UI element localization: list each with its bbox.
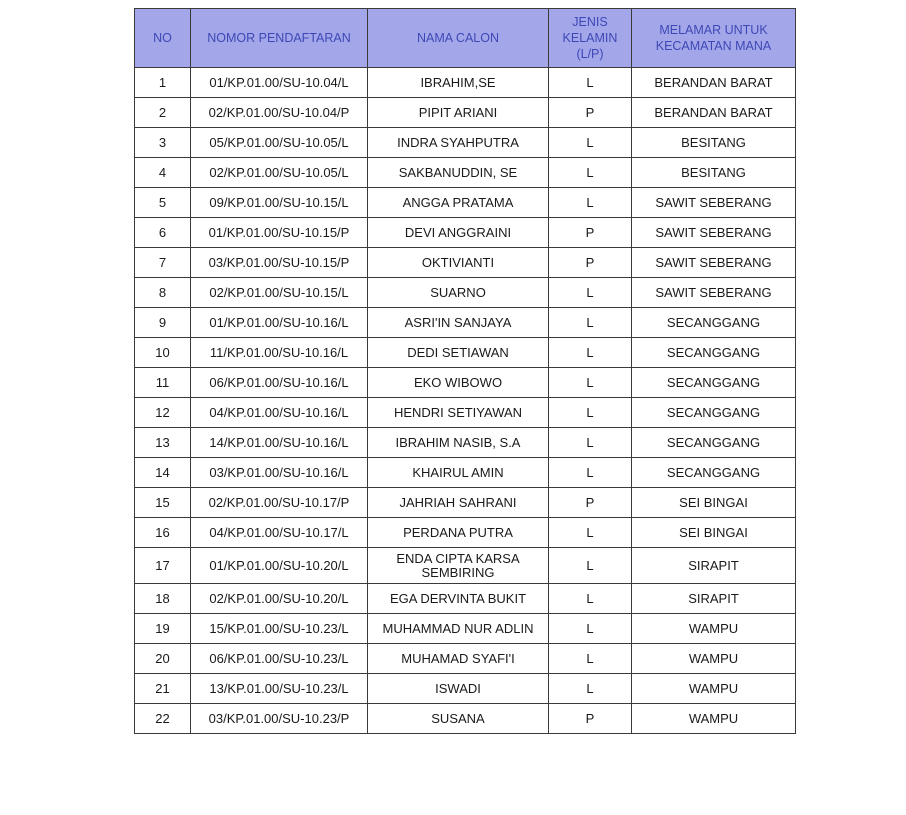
cell-district: SECANGGANG [632,338,796,368]
cell-no: 8 [135,278,191,308]
table-row [135,398,796,428]
header-registration-number: NOMOR PENDAFTARAN [191,9,368,68]
cell-registration-number: 04/KP.01.00/SU-10.16/L [191,398,368,428]
cell-no: 20 [135,644,191,674]
cell-registration-number: 09/KP.01.00/SU-10.15/L [191,188,368,218]
cell-gender: L [549,518,632,548]
cell-registration-number: 13/KP.01.00/SU-10.23/L [191,674,368,704]
cell-gender: P [549,704,632,734]
cell-candidate-name: IBRAHIM,SE [368,68,549,98]
cell-candidate-name: ASRI'IN SANJAYA [368,308,549,338]
cell-gender: L [549,128,632,158]
cell-no: 12 [135,398,191,428]
cell-candidate-name: ANGGA PRATAMA [368,188,549,218]
cell-no: 21 [135,674,191,704]
cell-gender: L [549,398,632,428]
cell-gender: L [549,368,632,398]
cell-no: 11 [135,368,191,398]
cell-candidate-name: JAHRIAH SAHRANI [368,488,549,518]
cell-gender: L [549,458,632,488]
cell-registration-number: 01/KP.01.00/SU-10.15/P [191,218,368,248]
cell-no: 7 [135,248,191,278]
cell-no: 13 [135,428,191,458]
cell-candidate-name: KHAIRUL AMIN [368,458,549,488]
table-row [135,674,796,704]
table-row [135,128,796,158]
header-district: MELAMAR UNTUK KECAMATAN MANA [632,9,796,68]
cell-candidate-name: SUARNO [368,278,549,308]
cell-gender: L [549,158,632,188]
table-row [135,218,796,248]
table-row [135,548,796,584]
cell-district: BERANDAN BARAT [632,98,796,128]
table-row [135,644,796,674]
header-gender: JENIS KELAMIN (L/P) [549,9,632,68]
cell-no: 17 [135,548,191,584]
table-row [135,68,796,98]
table-row [135,518,796,548]
cell-gender: L [549,644,632,674]
cell-no: 3 [135,128,191,158]
cell-registration-number: 01/KP.01.00/SU-10.16/L [191,308,368,338]
cell-registration-number: 02/KP.01.00/SU-10.04/P [191,98,368,128]
cell-registration-number: 04/KP.01.00/SU-10.17/L [191,518,368,548]
table-row [135,98,796,128]
table-row [135,248,796,278]
cell-candidate-name: DEDI SETIAWAN [368,338,549,368]
cell-candidate-name: HENDRI SETIYAWAN [368,398,549,428]
table-row [135,308,796,338]
table-row [135,614,796,644]
cell-candidate-name: SAKBANUDDIN, SE [368,158,549,188]
cell-no: 4 [135,158,191,188]
cell-district: SAWIT SEBERANG [632,248,796,278]
cell-registration-number: 14/KP.01.00/SU-10.16/L [191,428,368,458]
cell-registration-number: 02/KP.01.00/SU-10.15/L [191,278,368,308]
cell-registration-number: 06/KP.01.00/SU-10.23/L [191,644,368,674]
cell-registration-number: 15/KP.01.00/SU-10.23/L [191,614,368,644]
cell-no: 10 [135,338,191,368]
cell-gender: L [549,278,632,308]
cell-gender: L [549,614,632,644]
table-row [135,428,796,458]
table-row [135,368,796,398]
cell-gender: P [549,248,632,278]
cell-gender: P [549,218,632,248]
cell-candidate-name: ENDA CIPTA KARSA SEMBIRING [368,548,549,584]
cell-district: WAMPU [632,614,796,644]
cell-gender: L [549,308,632,338]
table-row [135,338,796,368]
cell-district: SAWIT SEBERANG [632,218,796,248]
cell-no: 14 [135,458,191,488]
cell-candidate-name: PERDANA PUTRA [368,518,549,548]
cell-no: 6 [135,218,191,248]
cell-district: BESITANG [632,158,796,188]
cell-registration-number: 05/KP.01.00/SU-10.05/L [191,128,368,158]
cell-district: SIRAPIT [632,548,796,584]
candidate-table [134,8,796,734]
cell-candidate-name: MUHAMMAD NUR ADLIN [368,614,549,644]
cell-gender: P [549,488,632,518]
table-row [135,584,796,614]
cell-district: SECANGGANG [632,368,796,398]
cell-registration-number: 01/KP.01.00/SU-10.04/L [191,68,368,98]
cell-registration-number: 02/KP.01.00/SU-10.20/L [191,584,368,614]
cell-registration-number: 01/KP.01.00/SU-10.20/L [191,548,368,584]
cell-registration-number: 03/KP.01.00/SU-10.16/L [191,458,368,488]
table-row [135,488,796,518]
cell-candidate-name: DEVI ANGGRAINI [368,218,549,248]
cell-no: 5 [135,188,191,218]
cell-district: SECANGGANG [632,308,796,338]
cell-gender: L [549,338,632,368]
cell-district: BERANDAN BARAT [632,68,796,98]
cell-registration-number: 02/KP.01.00/SU-10.05/L [191,158,368,188]
cell-district: SAWIT SEBERANG [632,278,796,308]
cell-district: BESITANG [632,128,796,158]
cell-gender: L [549,188,632,218]
cell-district: SEI BINGAI [632,488,796,518]
cell-district: SECANGGANG [632,458,796,488]
cell-district: WAMPU [632,644,796,674]
cell-no: 16 [135,518,191,548]
cell-no: 9 [135,308,191,338]
cell-candidate-name: IBRAHIM NASIB, S.A [368,428,549,458]
cell-district: SECANGGANG [632,398,796,428]
cell-candidate-name: EKO WIBOWO [368,368,549,398]
cell-candidate-name: OKTIVIANTI [368,248,549,278]
table-row [135,188,796,218]
cell-no: 1 [135,68,191,98]
cell-gender: L [549,548,632,584]
cell-no: 19 [135,614,191,644]
header-candidate-name: NAMA CALON [368,9,549,68]
cell-gender: L [549,68,632,98]
cell-registration-number: 03/KP.01.00/SU-10.23/P [191,704,368,734]
table-row [135,458,796,488]
cell-candidate-name: MUHAMAD SYAFI'I [368,644,549,674]
cell-gender: L [549,584,632,614]
cell-registration-number: 03/KP.01.00/SU-10.15/P [191,248,368,278]
table-row [135,704,796,734]
header-row [135,9,796,68]
cell-district: WAMPU [632,674,796,704]
header-no: NO [135,9,191,68]
cell-candidate-name: SUSANA [368,704,549,734]
cell-no: 18 [135,584,191,614]
cell-gender: L [549,428,632,458]
table-header [135,9,796,68]
cell-district: SIRAPIT [632,584,796,614]
table-row [135,158,796,188]
cell-no: 2 [135,98,191,128]
cell-candidate-name: PIPIT ARIANI [368,98,549,128]
cell-district: SEI BINGAI [632,518,796,548]
cell-district: WAMPU [632,704,796,734]
cell-district: SAWIT SEBERANG [632,188,796,218]
cell-no: 15 [135,488,191,518]
cell-district: SECANGGANG [632,428,796,458]
cell-registration-number: 11/KP.01.00/SU-10.16/L [191,338,368,368]
cell-gender: P [549,98,632,128]
table-body [135,68,796,734]
cell-candidate-name: ISWADI [368,674,549,704]
cell-no: 22 [135,704,191,734]
cell-registration-number: 02/KP.01.00/SU-10.17/P [191,488,368,518]
cell-registration-number: 06/KP.01.00/SU-10.16/L [191,368,368,398]
cell-candidate-name: INDRA SYAHPUTRA [368,128,549,158]
table-row [135,278,796,308]
cell-gender: L [549,674,632,704]
cell-candidate-name: EGA DERVINTA BUKIT [368,584,549,614]
